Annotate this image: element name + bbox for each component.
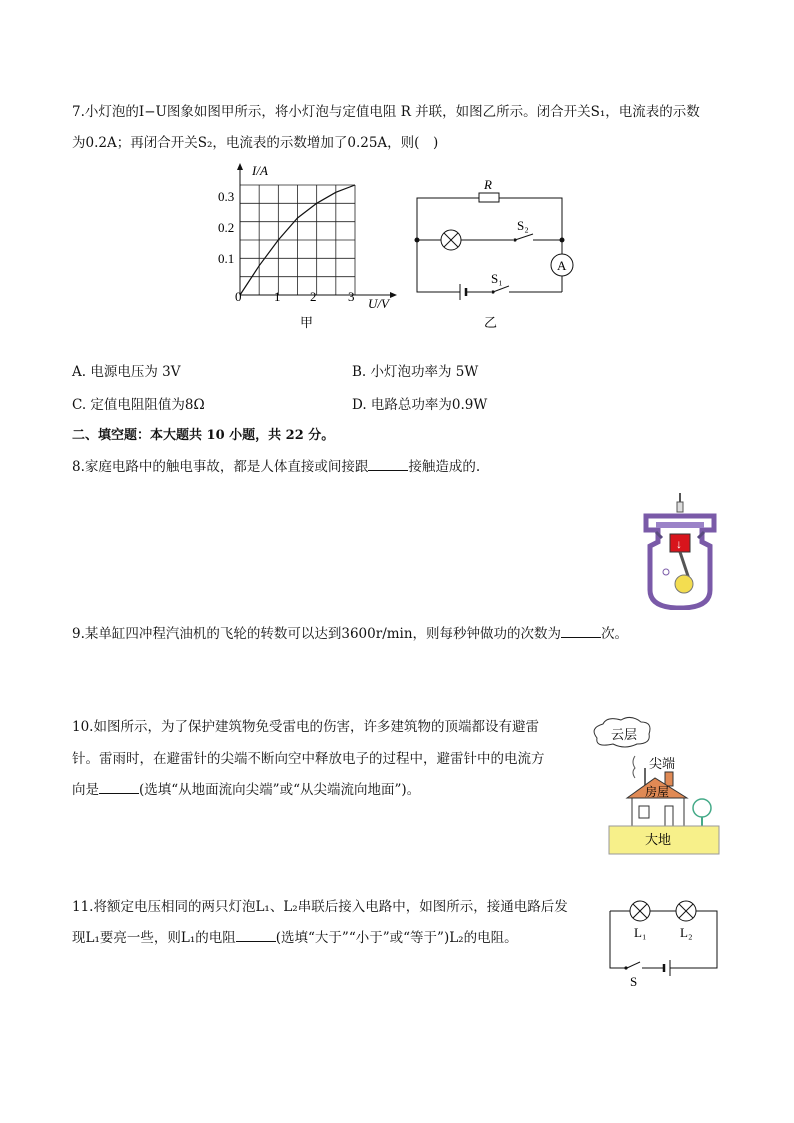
iu-graph-svg xyxy=(205,155,405,335)
series-circuit-svg xyxy=(600,895,725,990)
wire-top-left xyxy=(417,198,479,240)
q7-option-b: B. 小灯泡功率为 5W xyxy=(352,364,479,380)
q9-text xyxy=(72,620,628,648)
cloud-label: 云层 xyxy=(611,727,638,742)
series-circuit xyxy=(600,895,725,990)
chimney xyxy=(665,772,673,786)
x-tick-0: 0 xyxy=(235,289,242,304)
discharge-icon xyxy=(633,756,635,778)
x-tick-3: 3 xyxy=(348,289,355,304)
tree-icon xyxy=(693,799,711,817)
y-tick-0-3: 0.3 xyxy=(218,189,235,204)
down-arrow-icon: ↓ xyxy=(676,537,682,551)
q9-blank xyxy=(561,623,601,638)
q10-blank xyxy=(99,779,139,794)
x-tick-2: 2 xyxy=(310,289,317,304)
parallel-circuit xyxy=(405,172,585,337)
door-icon xyxy=(665,806,673,826)
q7-line1: 7.小灯泡的I−U图象如图甲所示，将小灯泡与定值电阻 R 并联，如图乙所示。闭合开关S₁，电流表的示数 xyxy=(72,104,700,120)
window-icon xyxy=(639,806,649,818)
valve-plate xyxy=(656,522,704,528)
q10-line1: 10.如图所示，为了保护建筑物免受雷电的伤害，许多建筑物的顶端都设有避雷 xyxy=(72,719,539,735)
wire-bottom-left xyxy=(417,240,460,292)
graph-caption: 甲 xyxy=(300,315,314,330)
q9-before: 9.某单缸四冲程汽油机的飞轮的转数可以达到3600r/min，则每秒钟做功的次数为 xyxy=(72,626,562,642)
l1-label: L₁ xyxy=(634,925,647,940)
wire-top-right xyxy=(499,198,562,240)
circuit-caption: 乙 xyxy=(484,315,498,330)
r-label: R xyxy=(484,177,492,192)
q11-before: 现L₁要亮一些，则L₁的电阻 xyxy=(72,930,236,946)
junction-right xyxy=(560,238,565,243)
q7-option-c: C. 定值电阻阻值为8Ω xyxy=(72,397,205,413)
q10-line3 xyxy=(72,776,420,804)
q10-after: (选填“从地面流向尖端”或“从尖端流向地面”)。 xyxy=(139,782,421,798)
resistor-r xyxy=(479,193,499,202)
y-axis-label: I/A xyxy=(252,163,268,178)
wire-left xyxy=(610,911,625,968)
q10-before: 向是 xyxy=(72,782,99,798)
s-label: S xyxy=(630,974,638,989)
q7-option-d: D. 电路总功率为0.9W xyxy=(352,397,488,413)
q10-line2: 针。雷雨时，在避雷针的尖端不断向空中释放电子的过程中，避雷针中的电流方 xyxy=(72,751,545,767)
y-tick-0-2: 0.2 xyxy=(218,220,235,235)
x-axis-label: U/V xyxy=(368,296,389,311)
switch-s1 xyxy=(493,286,509,292)
switch-s2 xyxy=(515,234,533,240)
bolt-icon xyxy=(663,569,669,575)
x-axis-arrow-icon xyxy=(390,292,397,298)
y-tick-0-1: 0.1 xyxy=(218,251,235,266)
section-heading: 二、填空题：本大题共 10 小题，共 22 分。 xyxy=(72,428,335,443)
q8-before: 8.家庭电路中的触电事故，都是人体直接或间接跟 xyxy=(72,459,369,475)
q8-text xyxy=(72,453,480,481)
l2-label: L₂ xyxy=(680,925,693,940)
s2-label: S₂ xyxy=(517,218,529,233)
parallel-circuit-svg xyxy=(405,172,585,337)
q11-blank xyxy=(236,927,276,942)
engine-svg xyxy=(640,490,720,610)
q9-after: 次。 xyxy=(601,626,629,642)
x-tick-1: 1 xyxy=(274,289,281,304)
engine-figure xyxy=(640,490,720,610)
iu-graph xyxy=(205,155,405,335)
wire-right xyxy=(670,911,717,968)
y-axis-arrow-icon xyxy=(237,163,243,170)
q11-after: (选填“大于”“小于”或“等于”)L₂的电阻。 xyxy=(275,930,518,946)
q11-line2 xyxy=(72,924,518,952)
q7-option-a: A. 电源电压为 3V xyxy=(72,364,181,380)
lightning-rod-figure xyxy=(585,716,720,856)
graph-grid xyxy=(240,185,355,295)
spark-plug-body xyxy=(677,502,683,512)
tip-label: 尖端 xyxy=(649,756,676,771)
house-label: 房屋 xyxy=(645,785,670,799)
q7-line2: 为0.2A；再闭合开关S₂，电流表的示数增加了0.25A，则( ) xyxy=(72,135,439,151)
s1-contact xyxy=(491,290,494,293)
switch-s xyxy=(627,962,640,968)
crankshaft xyxy=(675,575,693,593)
ground-label: 大地 xyxy=(645,832,672,847)
q11-line1: 11.将额定电压相同的两只灯泡L₁、L₂串联后接入电路中，如图所示，接通电路后发 xyxy=(72,899,568,915)
s2-contact xyxy=(513,238,516,241)
s-contact xyxy=(624,966,627,969)
engine-block xyxy=(646,516,714,608)
junction-left xyxy=(415,238,420,243)
q8-after: 接触造成的. xyxy=(408,459,481,475)
lightning-rod-svg xyxy=(585,716,720,856)
ammeter-label: A xyxy=(557,258,567,273)
s1-label: S₁ xyxy=(491,271,503,286)
q8-blank xyxy=(368,456,408,471)
